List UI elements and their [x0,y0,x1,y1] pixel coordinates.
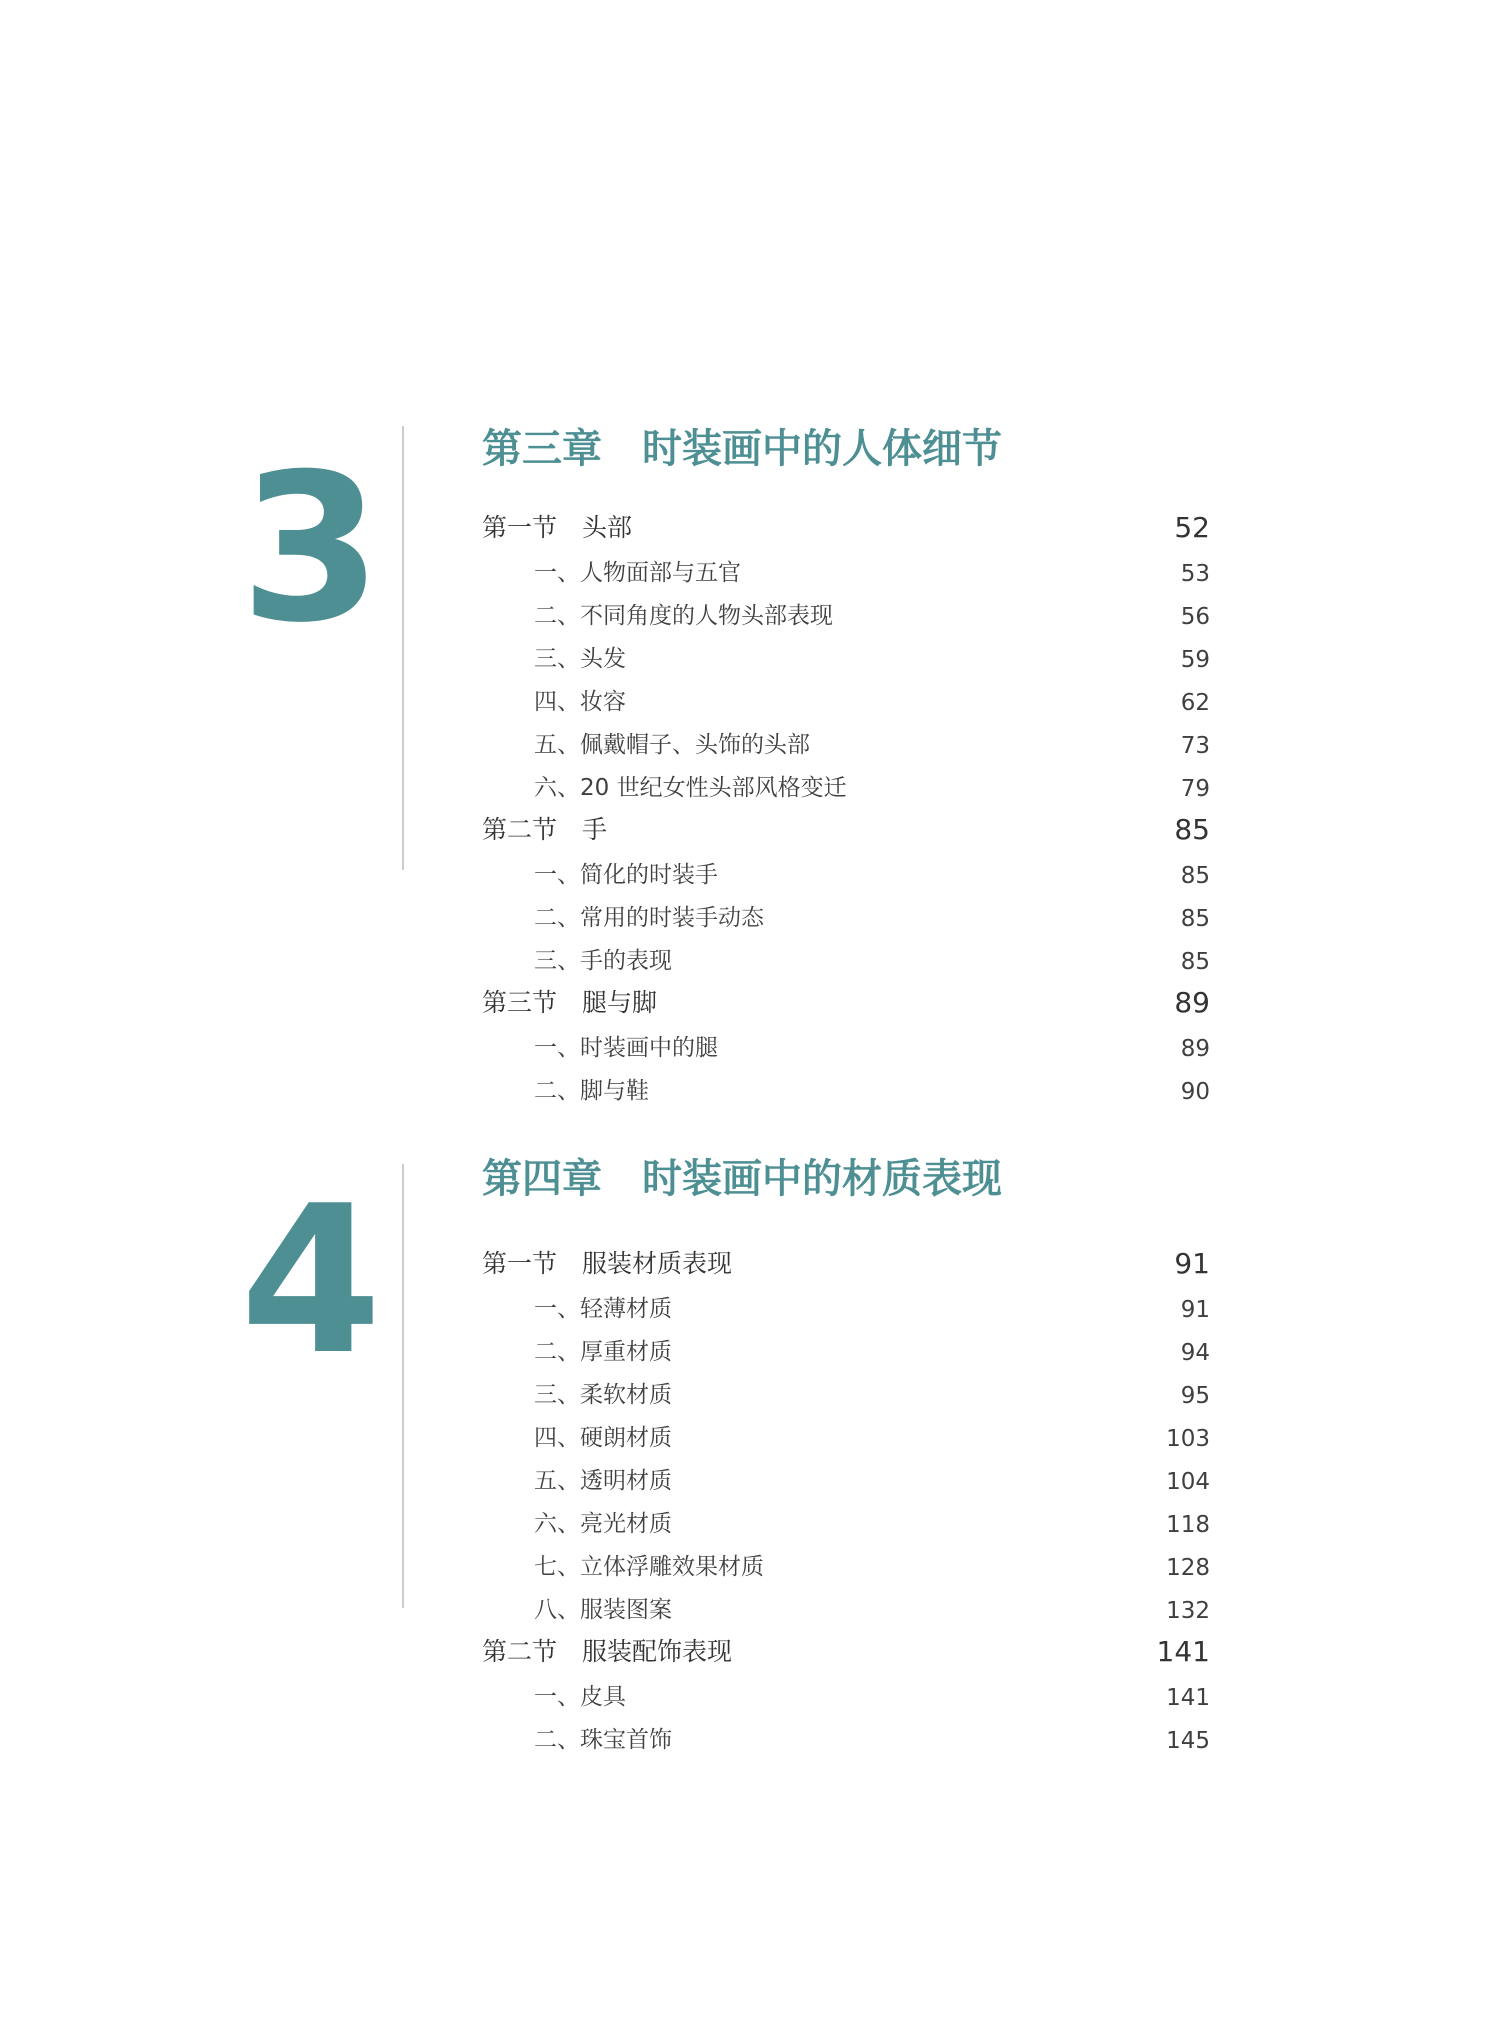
toc-label: 八、服装图案 [534,1597,672,1623]
toc-item-row[interactable] [482,722,1210,765]
toc-item-row[interactable] [482,1372,1210,1415]
toc-item-row[interactable] [482,1025,1210,1068]
toc-page-number: 62 [1180,690,1210,716]
toc-page-number: 85 [1180,949,1210,975]
toc-page-number: 89 [1174,986,1210,1019]
toc-item-row[interactable] [482,1415,1210,1458]
toc-label: 二、不同角度的人物头部表现 [534,603,833,629]
toc-item-row[interactable] [482,1329,1210,1372]
toc-item-row[interactable] [482,1286,1210,1329]
toc-label: 一、时装画中的腿 [534,1035,718,1061]
chapter-number: 4 [240,1163,382,1400]
toc-page-number: 128 [1166,1555,1210,1581]
toc-label: 七、立体浮雕效果材质 [534,1554,764,1580]
toc-label: 五、佩戴帽子、头饰的头部 [534,732,810,758]
toc-page-number: 95 [1180,1383,1210,1409]
toc-label: 第一节 服装材质表现 [482,1249,733,1278]
toc-label: 一、简化的时装手 [534,862,718,888]
toc-label: 四、妆容 [534,689,626,715]
toc-label: 六、20 世纪女性头部风格变迁 [534,775,847,801]
toc-label: 三、头发 [534,646,626,672]
toc-page-number: 79 [1180,776,1210,802]
toc-page-number: 141 [1156,1635,1210,1668]
toc-item-row[interactable] [482,593,1210,636]
toc-item-row[interactable] [482,1501,1210,1544]
toc-page-number: 103 [1166,1426,1210,1452]
toc-item-row[interactable] [482,1717,1210,1760]
toc-page-number: 91 [1174,1247,1210,1280]
toc-page-number: 52 [1174,511,1210,544]
toc-label: 二、厚重材质 [534,1339,672,1365]
toc-page-number: 91 [1180,1297,1210,1323]
toc-label: 二、脚与鞋 [534,1078,649,1104]
toc-section-row[interactable] [482,808,1210,852]
toc-page-number: 94 [1180,1340,1210,1366]
toc-item-row[interactable] [482,852,1210,895]
toc-item-row[interactable] [482,1674,1210,1717]
toc-page-number: 85 [1174,813,1210,846]
toc-label: 四、硬朗材质 [534,1425,672,1451]
toc-page-number: 145 [1166,1728,1210,1754]
toc-item-row[interactable] [482,1068,1210,1111]
toc-label: 五、透明材质 [534,1468,672,1494]
toc-item-row[interactable] [482,550,1210,593]
toc-section-row[interactable] [482,506,1210,550]
toc-item-row[interactable] [482,1544,1210,1587]
chapter-title: 第三章 时装画中的人体细节 [482,425,1002,472]
toc-item-row[interactable] [482,1587,1210,1630]
toc-page-number: 90 [1180,1079,1210,1105]
chapter-divider-line [402,426,404,870]
toc-label: 六、亮光材质 [534,1511,672,1537]
toc-label: 二、常用的时装手动态 [534,905,764,931]
toc-item-row[interactable] [482,895,1210,938]
toc-page-number: 73 [1180,733,1210,759]
toc-label: 第二节 服装配饰表现 [482,1637,733,1666]
toc-page-number: 141 [1166,1685,1210,1711]
toc-label: 第二节 手 [482,815,608,844]
toc-label: 一、轻薄材质 [534,1296,672,1322]
toc-page-number: 59 [1180,647,1210,673]
toc-page-number: 85 [1180,863,1210,889]
toc-label: 第三节 腿与脚 [482,988,658,1017]
toc-page-number: 85 [1180,906,1210,932]
chapter-number: 3 [240,431,382,668]
toc-label: 三、手的表现 [534,948,672,974]
toc-section-row[interactable] [482,981,1210,1025]
toc-section-row[interactable] [482,1630,1210,1674]
toc-page-number: 104 [1166,1469,1210,1495]
toc-section-row[interactable] [482,1242,1210,1286]
toc-page-number: 56 [1180,604,1210,630]
chapter-divider-line [402,1164,404,1608]
chapter-title: 第四章 时装画中的材质表现 [482,1155,1002,1202]
toc-page-number: 89 [1180,1036,1210,1062]
toc-item-row[interactable] [482,765,1210,808]
table-of-contents [482,1242,1210,1760]
table-of-contents [482,506,1210,1111]
toc-page-number: 53 [1180,561,1210,587]
toc-label: 二、珠宝首饰 [534,1727,672,1753]
toc-label: 三、柔软材质 [534,1382,672,1408]
toc-item-row[interactable] [482,679,1210,722]
toc-page-number: 132 [1166,1598,1210,1624]
toc-item-row[interactable] [482,938,1210,981]
toc-item-row[interactable] [482,636,1210,679]
toc-label: 第一节 头部 [482,513,633,542]
toc-label: 一、皮具 [534,1684,626,1710]
toc-page-number: 118 [1166,1512,1210,1538]
toc-label: 一、人物面部与五官 [534,560,741,586]
toc-item-row[interactable] [482,1458,1210,1501]
